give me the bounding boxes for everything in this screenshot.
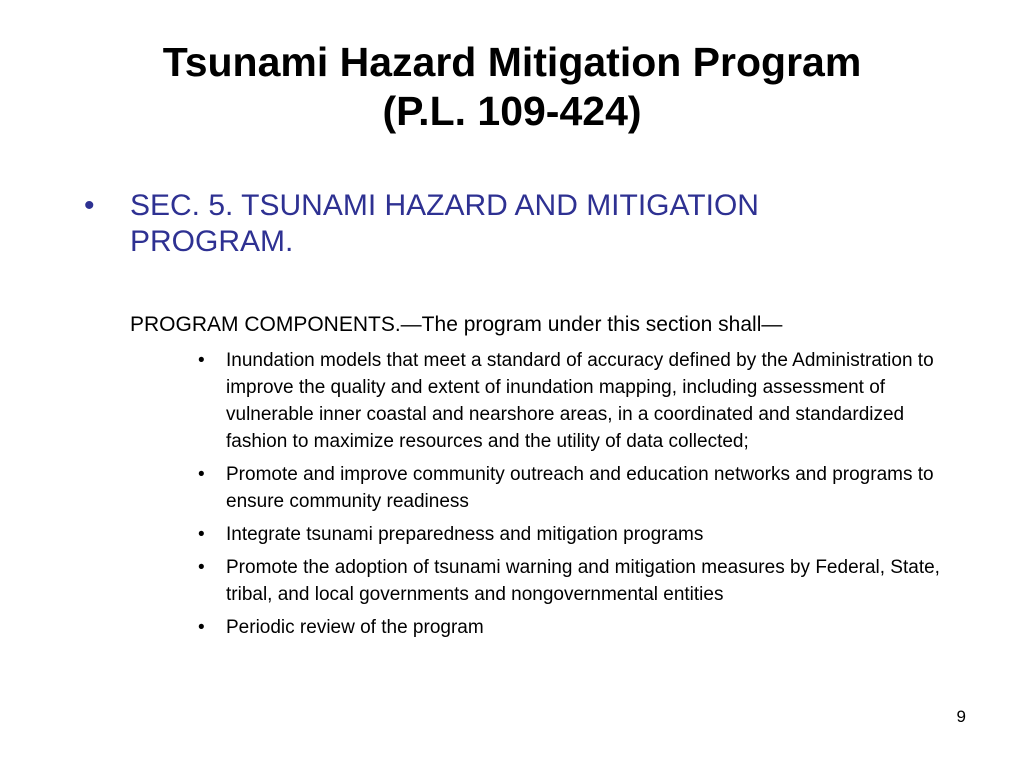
slide-title-line-1: Tsunami Hazard Mitigation Program [162, 39, 862, 85]
list-item [198, 347, 958, 455]
list-item-text: Periodic review of the program [226, 617, 484, 638]
list-item [198, 521, 958, 548]
list-item-text: Inundation models that meet a standard of accuracy defined by the Administration to improve the quality and extent of inundation mapping, including assessment of vulnerable inner coastal and nearshore areas, in a coordinated and standardized fashion to maximize resources and the utility of data collected; [226, 350, 934, 452]
list-item-text: Promote and improve community outreach and education networks and programs to ensure community readiness [226, 464, 934, 512]
bullet-marker: • [198, 350, 205, 371]
bullet-marker: • [198, 524, 205, 545]
slide-title-line-2: (P.L. 109-424) [382, 88, 642, 134]
bullet-marker: • [198, 557, 205, 578]
bullet-marker: • [198, 464, 205, 485]
list-item [198, 554, 958, 608]
slide-title [0, 38, 1024, 136]
list-item-text: Integrate tsunami preparedness and mitigation programs [226, 524, 704, 545]
list-item [198, 614, 958, 641]
list-item-text: Promote the adoption of tsunami warning and mitigation measures by Federal, State, tribal, and local governments and nongovernmental entities [226, 557, 940, 605]
page-number: 9 [956, 707, 966, 726]
bullet-marker: • [84, 189, 95, 222]
section-heading: SEC. 5. TSUNAMI HAZARD AND MITIGATION PROGRAM. [130, 189, 759, 258]
program-components-heading: PROGRAM COMPONENTS.—The program under this section shall— [130, 313, 783, 336]
components-list [198, 347, 958, 647]
bullet-marker: • [198, 617, 205, 638]
list-item [198, 461, 958, 515]
